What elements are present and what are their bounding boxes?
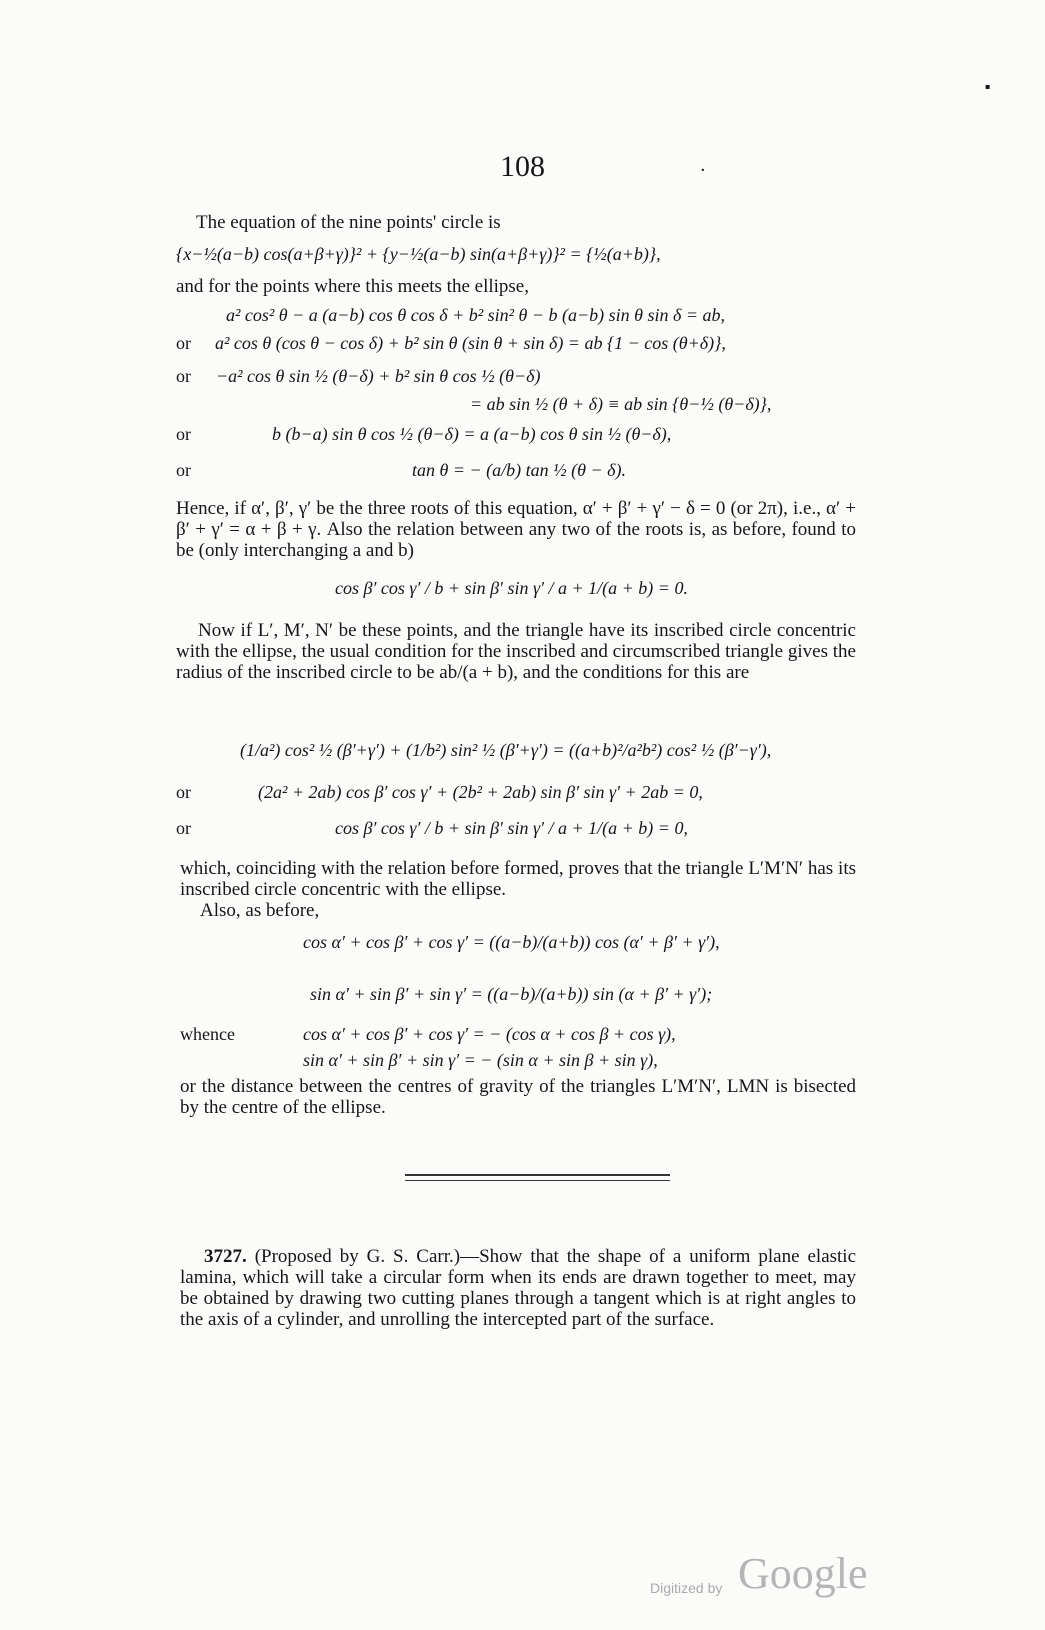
- equation-7: (1/a²) cos² ½ (β′+γ′) + (1/b²) sin² ½ (β′+γ′) = ((a+b)²/a²b²) cos² ½ (β′−γ′),: [240, 740, 772, 760]
- equation-1: a² cos² θ − a (a−b) cos θ cos δ + b² sin² θ − b (a−b) sin θ sin δ = ab,: [226, 305, 726, 325]
- equation-11: sin α′ + sin β′ + sin γ′ = ((a−b)/(a+b)) sin (α + β′ + γ′);: [310, 984, 713, 1004]
- intro-text: The equation of the nine points' circle is: [196, 212, 501, 233]
- equation-12: cos α′ + cos β′ + cos γ′ = − (cos α + cos β + cos γ),: [303, 1024, 676, 1044]
- page-number: 108: [500, 150, 545, 183]
- or-label: or: [176, 366, 191, 386]
- google-logo: Google: [738, 1549, 868, 1598]
- equation-3b: = ab sin ½ (θ + δ) ≡ ab sin {θ−½ (θ−δ)},: [470, 394, 772, 414]
- watermark-prefix: Digitized by: [650, 1580, 723, 1596]
- equation-10: cos α′ + cos β′ + cos γ′ = ((a−b)/(a+b)) cos (α′ + β′ + γ′),: [303, 932, 720, 952]
- paragraph-also: Also, as before,: [200, 900, 320, 921]
- equation-6: cos β′ cos γ′ / b + sin β′ sin γ′ / a + 1/(a + b) = 0.: [335, 578, 688, 598]
- or-label: or: [176, 818, 191, 838]
- text-points: and for the points where this meets the ellipse,: [176, 276, 529, 297]
- equation-2: a² cos θ (cos θ − cos δ) + b² sin θ (sin θ + sin δ) = ab {1 − cos (θ+δ)},: [215, 333, 726, 353]
- problem-text: (Proposed by G. S. Carr.)—Show that the shape of a uniform plane elastic lamina, which will take a circular form when its ends are drawn together to meet, may be obtained by drawing two cutting planes through a tangent which is at right angles to the axis of a cylinder, and unrolling the intercepted part of the surface.: [180, 1246, 857, 1330]
- paragraph-distance: or the distance between the centres of gravity of the triangles L′M′N′, LMN is bisected by the centre of the ellipse.: [180, 1076, 856, 1118]
- page-dot: ·: [700, 160, 706, 181]
- problem-number: 3727.: [204, 1246, 247, 1267]
- whence-label: whence: [180, 1024, 235, 1044]
- or-label: or: [176, 460, 191, 480]
- equation-9: cos β′ cos γ′ / b + sin β′ sin γ′ / a + 1/(a + b) = 0,: [335, 818, 688, 838]
- edge-mark: ▪: [985, 82, 991, 91]
- or-label: or: [176, 424, 191, 444]
- section-rule: [405, 1174, 670, 1176]
- equation-5: tan θ = − (a/b) tan ½ (θ − δ).: [412, 460, 626, 480]
- equation-4: b (b−a) sin θ cos ½ (θ−δ) = a (a−b) cos θ sin ½ (θ−δ),: [272, 424, 672, 444]
- problem-3727: [180, 1246, 856, 1330]
- equation-nine-points-circle: {x−½(a−b) cos(a+β+γ)}² + {y−½(a−b) sin(a+β+γ)}² = {½(a+b)},: [176, 244, 661, 264]
- section-rule: [405, 1180, 670, 1181]
- paragraph-which: which, coinciding with the relation before formed, proves that the triangle L′M′N′ has its inscribed circle concentric with the ellipse.: [180, 858, 856, 900]
- or-label: or: [176, 782, 191, 802]
- equation-13: sin α′ + sin β′ + sin γ′ = − (sin α + sin β + sin γ),: [303, 1050, 658, 1070]
- paragraph-now-if: Now if L′, M′, N′ be these points, and the triangle have its inscribed circle concentric with the ellipse, the usual condition for the inscribed and circumscribed triangle gives the radius of the inscribed circle to be ab/(a + b), and the conditions for this are: [176, 620, 856, 683]
- equation-3a: −a² cos θ sin ½ (θ−δ) + b² sin θ cos ½ (θ−δ): [216, 366, 541, 386]
- or-label: or: [176, 333, 191, 353]
- equation-8: (2a² + 2ab) cos β′ cos γ′ + (2b² + 2ab) sin β′ sin γ′ + 2ab = 0,: [258, 782, 703, 802]
- paragraph-hence: Hence, if α′, β′, γ′ be the three roots of this equation, α′ + β′ + γ′ − δ = 0 (or 2π), i.e., α′ + β′ + γ′ = α + β + γ. Also the relation between any two of the roots is, as before, found to be (only interchanging a and b): [176, 498, 856, 561]
